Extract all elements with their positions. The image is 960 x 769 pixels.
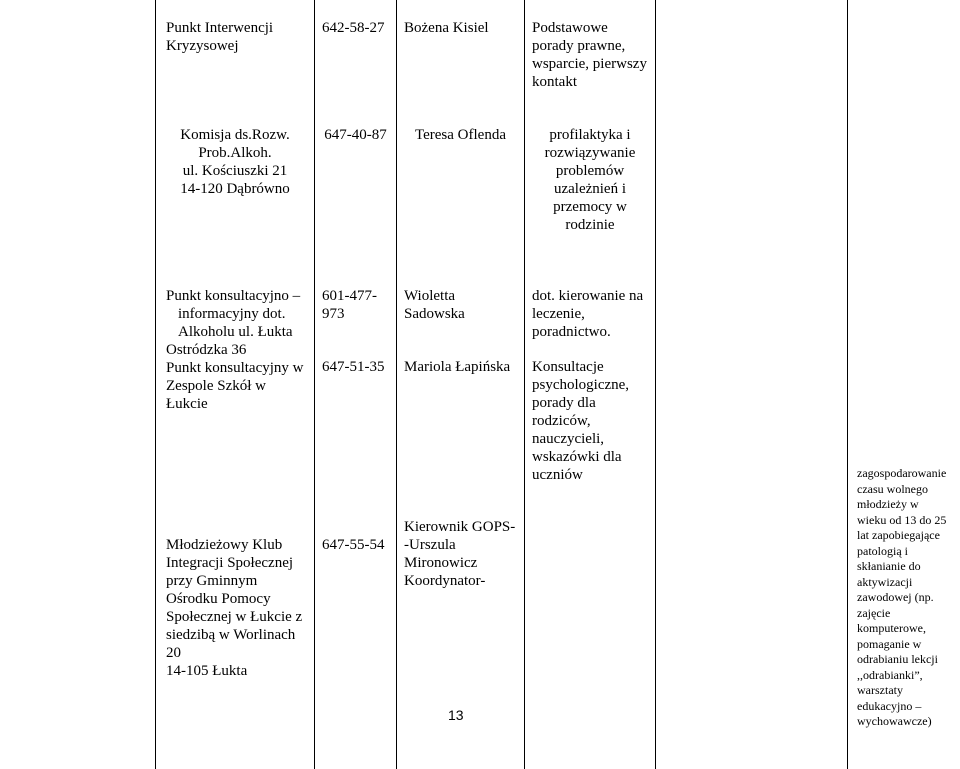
person-cell: Mariola Łapińska	[404, 359, 511, 375]
institution-cell: Komisja ds.Rozw. Prob.Alkoh. ul. Kościuszki 21 14-120 Dąbrówno	[180, 127, 290, 197]
activities-cell: zagospodarowanie czasu wolnego młodzieży w wieku od 13 do 25 lat zapobiegające patologią i skłanianie do aktywizacji zawodowej (np. zajęcie komputerowe, pomaganie w odrabianiu lekcji ,,odrabianki”, warsztaty edukacyjno – wychowawcze)	[857, 466, 947, 728]
table-border	[314, 0, 315, 769]
person-cell: Kierownik GOPS- -Urszula Mironowicz Koordynator-	[404, 519, 516, 589]
services-cell: profilaktyka i rozwiązywanie problemów uzależnień i przemocy w rodzinie	[544, 127, 636, 233]
services-cell: Konsultacje psychologiczne, porady dla rodziców, nauczycieli, wskazówki dla uczniów	[532, 359, 630, 483]
phone-cell: 642-58-27	[322, 20, 385, 36]
person-cell: Wioletta Sadowska	[404, 288, 465, 322]
services-cell: dot. kierowanie na leczenie, poradnictwo.	[532, 288, 644, 340]
table-border	[524, 0, 525, 769]
institution-cell: Punkt konsultacyjno – informacyjny dot. Alkoholu ul. Łukta Ostródzka 36 Punkt konsultacyjny w Zespole Szkół w Łukcie	[166, 288, 304, 412]
phone-cell: 647-55-54	[322, 537, 385, 553]
table-border	[655, 0, 656, 769]
phone-cell: 601-477- 973	[322, 288, 377, 322]
person-cell: Bożena Kisiel	[404, 20, 489, 36]
phone-cell: 647-51-35	[322, 359, 385, 375]
institution-cell: Punkt Interwencji Kryzysowej	[166, 20, 274, 54]
table-border	[155, 0, 156, 769]
phone-cell: 647-40-87	[324, 127, 387, 143]
table-border	[396, 0, 397, 769]
table-border	[847, 0, 848, 769]
institution-cell: Młodzieżowy Klub Integracji Społecznej przy Gminnym Ośrodku Pomocy Społecznej w Łukcie z siedzibą w Worlinach 20 14-105 Łukta	[166, 537, 303, 679]
page-number: 13	[448, 707, 464, 723]
person-cell: Teresa Oflenda	[415, 127, 506, 143]
services-cell: Podstawowe porady prawne, wsparcie, pierwszy kontakt	[532, 20, 647, 90]
